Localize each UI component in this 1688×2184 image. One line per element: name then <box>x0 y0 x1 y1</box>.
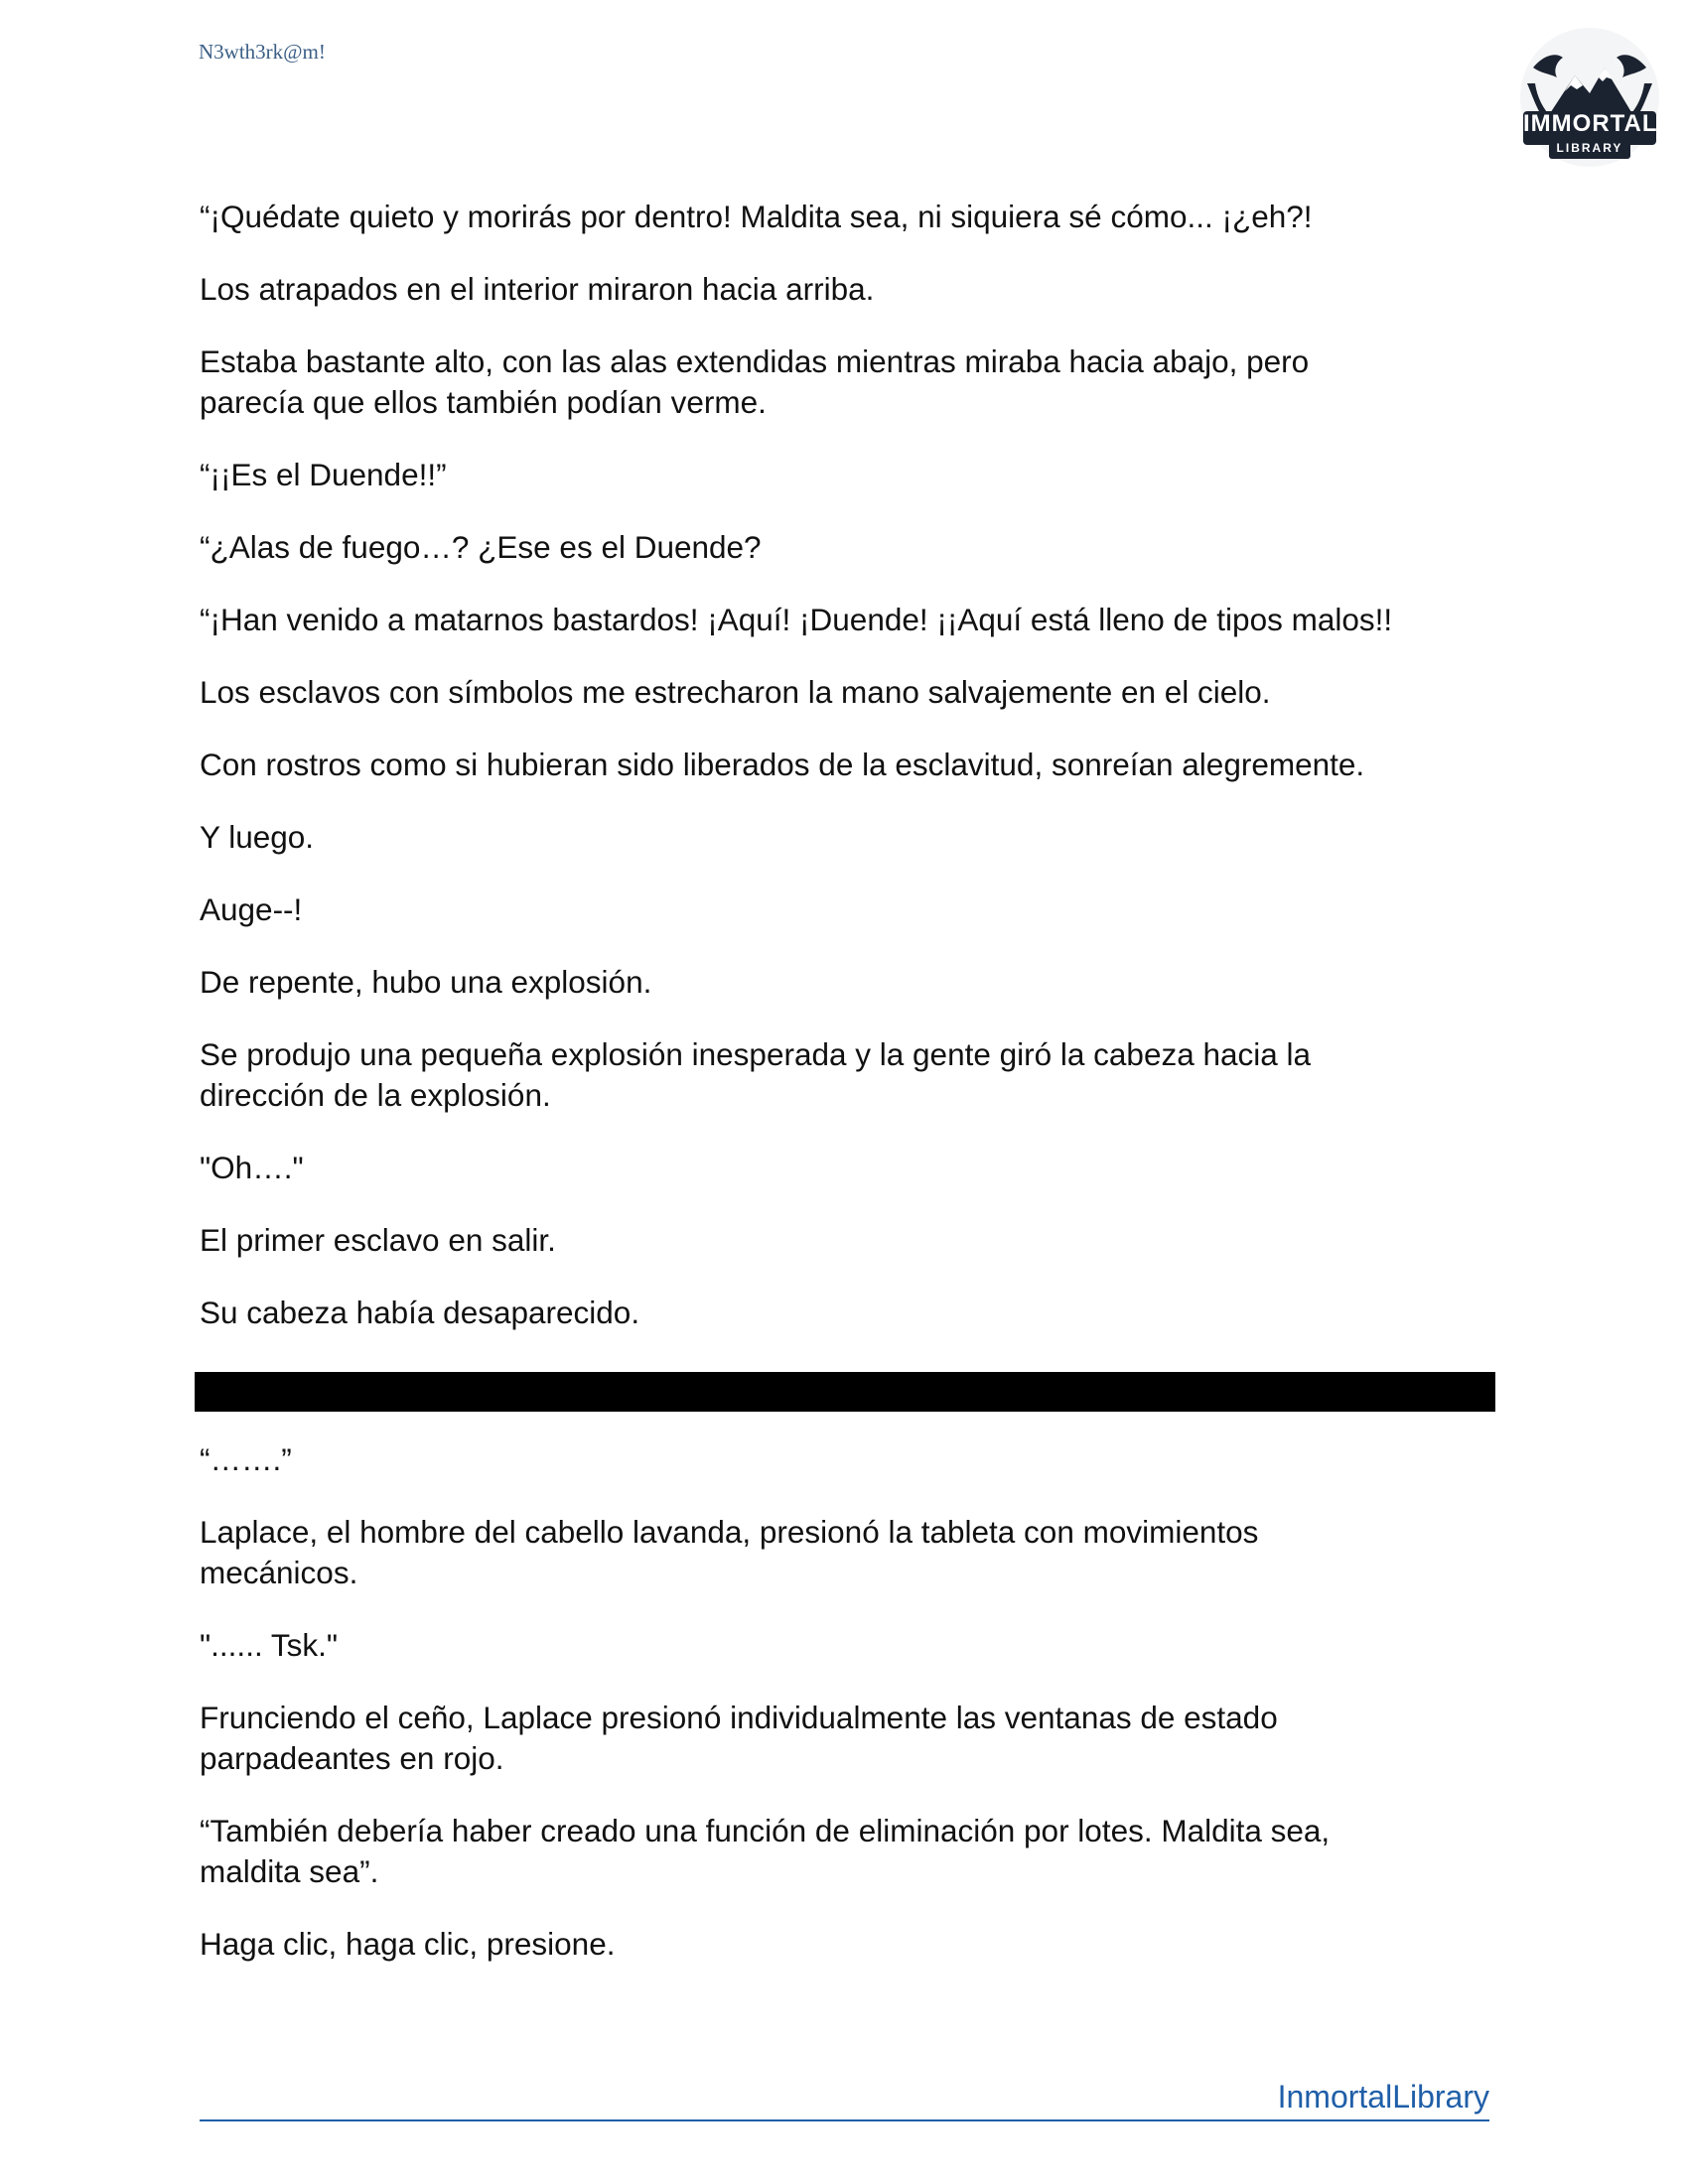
paragraph: Estaba bastante alto, con las alas extendidas mientras miraba hacia abajo, pero parecía que ellos también podían verme. <box>200 343 1310 420</box>
paragraph: “¿Alas de fuego…? ¿Ese es el Duende? <box>200 529 762 565</box>
logo-text-line2: LIBRARY <box>1556 141 1623 155</box>
paragraph: “¡Han venido a matarnos bastardos! ¡Aquí! ¡Duende! ¡¡Aquí está lleno de tipos malos!! <box>200 602 1393 637</box>
paragraph: Y luego. <box>200 819 315 855</box>
paragraph: Se produjo una pequeña explosión inesperada y la gente giró la cabeza hacia la dirección de la explosión. <box>200 1036 1312 1113</box>
footer-underline-rule <box>200 2119 1489 2121</box>
paragraph: Auge--! <box>200 891 303 927</box>
paragraph: "...... Tsk." <box>200 1627 339 1663</box>
paragraph: De repente, hubo una explosión. <box>200 964 652 1000</box>
footer-library-link[interactable]: InmortalLibrary <box>1277 2079 1489 2115</box>
paragraph: “¡¡Es el Duende!!” <box>200 457 447 492</box>
paragraph: El primer esclavo en salir. <box>200 1222 556 1258</box>
paragraph: Haga clic, haga clic, presione. <box>200 1926 616 1962</box>
paragraph: “¡Quédate quieto y morirás por dentro! Maldita sea, ni siquiera sé cómo... ¡¿eh?! <box>200 199 1313 234</box>
paragraph: “También debería haber creado una función de eliminación por lotes. Maldita sea, maldita sea”. <box>200 1813 1331 1889</box>
section-divider-bar <box>195 1372 1495 1412</box>
paragraph: Con rostros como si hubieran sido liberados de la esclavitud, sonreían alegremente. <box>200 747 1365 782</box>
header-watermark-text: N3wth3rk@m! <box>199 40 326 64</box>
paragraph: Laplace, el hombre del cabello lavanda, presionó la tableta con movimientos mecánicos. <box>200 1514 1259 1590</box>
paragraph: Los atrapados en el interior miraron hacia arriba. <box>200 271 875 307</box>
paragraph: Los esclavos con símbolos me estrecharon la mano salvajemente en el cielo. <box>200 674 1271 710</box>
content-block-top <box>200 197 1500 1365</box>
paragraph: Su cabeza había desaparecido. <box>200 1295 640 1330</box>
content-block-bottom <box>200 1439 1500 1996</box>
paragraph: "Oh…." <box>200 1150 304 1185</box>
logo-text-line1: IMMORTAL <box>1523 110 1658 137</box>
paragraph: “…….” <box>200 1441 292 1477</box>
paragraph: Frunciendo el ceño, Laplace presionó individualmente las ventanas de estado parpadeantes en rojo. <box>200 1700 1278 1776</box>
